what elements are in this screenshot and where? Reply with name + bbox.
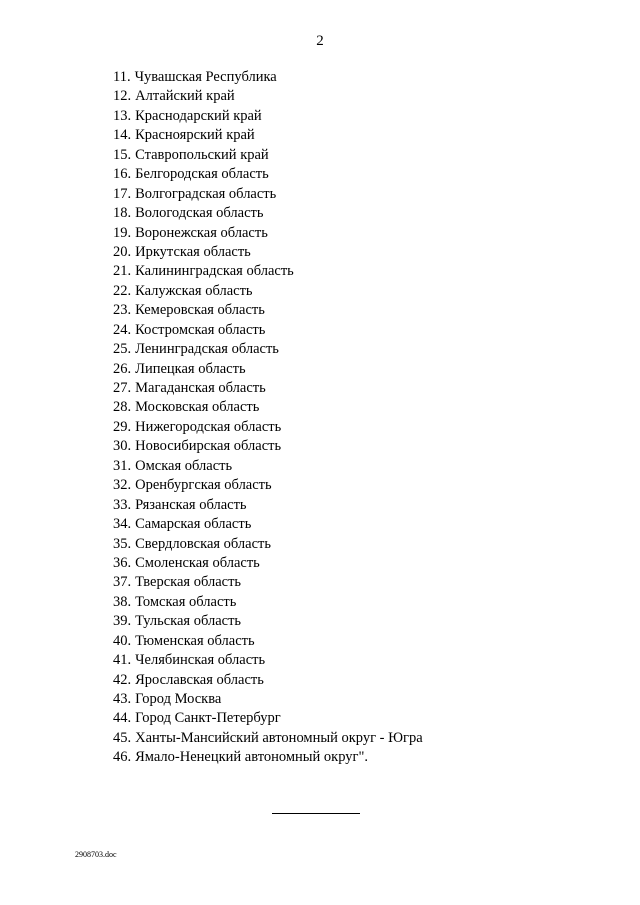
region-item-46 [113,748,423,767]
region-name: Ханты-Мансийский автономный округ - Югра [135,729,423,746]
region-item-24 [113,321,423,340]
region-name: Ярославская область [135,671,264,688]
region-name: Тверская область [135,574,242,591]
region-name: Алтайский край [135,88,235,105]
region-number: 38. [113,593,132,610]
region-name: Белгородская область [135,166,269,183]
region-number: 22. [113,282,132,299]
region-name: Московская область [135,399,260,416]
region-name: Рязанская область [135,496,247,513]
region-item-43 [113,690,423,709]
region-item-17 [113,185,423,204]
region-name: Липецкая область [135,360,246,377]
region-name: Самарская область [135,516,252,533]
region-item-28 [113,398,423,417]
region-item-15 [113,146,423,165]
region-name: Челябинская область [135,652,266,669]
region-item-39 [113,612,423,631]
region-item-16 [113,165,423,184]
region-number: 35. [113,535,132,552]
region-name: Нижегородская область [135,418,282,435]
region-number: 12. [113,88,132,105]
region-item-36 [113,554,423,573]
region-name: Тульская область [135,613,242,630]
region-name: Смоленская область [135,554,260,571]
region-number: 43. [113,691,132,707]
region-number: 25. [113,341,132,358]
region-item-25 [113,340,423,359]
region-name: Чувашская Республика [134,69,277,85]
region-name: Новосибирская область [135,438,282,455]
region-name: Краснодарский край [135,107,262,124]
region-number: 40. [113,632,132,649]
region-name: Ставропольский край [135,146,269,163]
region-number: 28. [113,399,132,416]
region-item-26 [113,360,423,379]
region-item-21 [113,262,423,281]
region-item-32 [113,476,423,495]
region-number: 42. [113,671,132,688]
region-name: Город Москва [135,691,222,707]
region-number: 16. [113,166,132,183]
region-item-38 [113,593,423,612]
region-name: Калининградская область [135,263,294,280]
region-item-27 [113,379,423,398]
region-name: Калужская область [135,282,253,299]
region-item-45 [113,729,423,748]
region-item-29 [113,418,423,437]
region-number: 13. [113,107,132,124]
region-number: 24. [113,321,132,338]
region-name: Магаданская область [135,380,266,396]
region-name: Костромская область [135,321,266,338]
region-name: Кемеровская область [135,302,265,319]
region-number: 39. [113,613,132,630]
region-item-12 [113,87,423,106]
region-number: 41. [113,652,132,669]
region-number: 33. [113,496,132,513]
region-name: Иркутская область [135,243,251,260]
region-item-44 [113,709,423,728]
region-name: Город Санкт-Петербург [135,710,281,727]
region-name: Оренбургская область [135,477,272,494]
region-name: Свердловская область [135,535,271,552]
region-number: 31. [113,457,132,474]
region-name: Воронежская область [135,224,268,241]
region-name: Тюменская область [135,632,255,649]
region-item-18 [113,204,423,223]
page-number: 2 [316,33,324,49]
region-name: Ямало-Ненецкий автономный округ". [135,749,369,766]
region-item-14 [113,126,423,145]
region-item-34 [113,515,423,534]
region-name: Вологодская область [135,205,264,222]
region-item-35 [113,535,423,554]
region-item-13 [113,107,423,126]
region-number: 18. [113,205,132,222]
region-item-37 [113,573,423,592]
region-number: 30. [113,438,132,455]
region-name: Волгоградская область [135,185,277,202]
region-name: Томская область [135,593,237,610]
region-number: 15. [113,146,132,163]
region-number: 34. [113,516,132,533]
region-item-11 [113,68,423,87]
region-number: 20. [113,243,132,260]
region-name: Красноярский край [135,127,255,144]
region-number: 23. [113,302,132,319]
region-number: 29. [113,418,132,435]
region-item-23 [113,301,423,320]
region-item-19 [113,224,423,243]
region-item-40 [113,632,423,651]
region-number: 36. [113,554,132,571]
region-number: 45. [113,729,132,746]
region-item-41 [113,651,423,670]
region-list [113,68,423,768]
region-number: 19. [113,224,132,241]
region-number: 32. [113,477,132,494]
region-item-30 [113,437,423,456]
region-item-42 [113,671,423,690]
region-number: 14. [113,127,132,144]
region-name: Омская область [135,457,233,474]
region-item-20 [113,243,423,262]
region-item-31 [113,457,423,476]
region-number: 37. [113,574,132,591]
region-number: 26. [113,360,132,377]
end-divider [272,813,360,814]
region-number: 21. [113,263,132,280]
region-number: 17. [113,185,132,202]
region-number: 27. [113,380,132,396]
region-number: 46. [113,749,132,766]
region-name: Ленинградская область [135,341,279,358]
region-number: 44. [113,710,132,727]
region-number: 11. [113,69,131,85]
footer-filename: 2908703.doc [75,850,117,859]
region-item-33 [113,496,423,515]
region-item-22 [113,282,423,301]
